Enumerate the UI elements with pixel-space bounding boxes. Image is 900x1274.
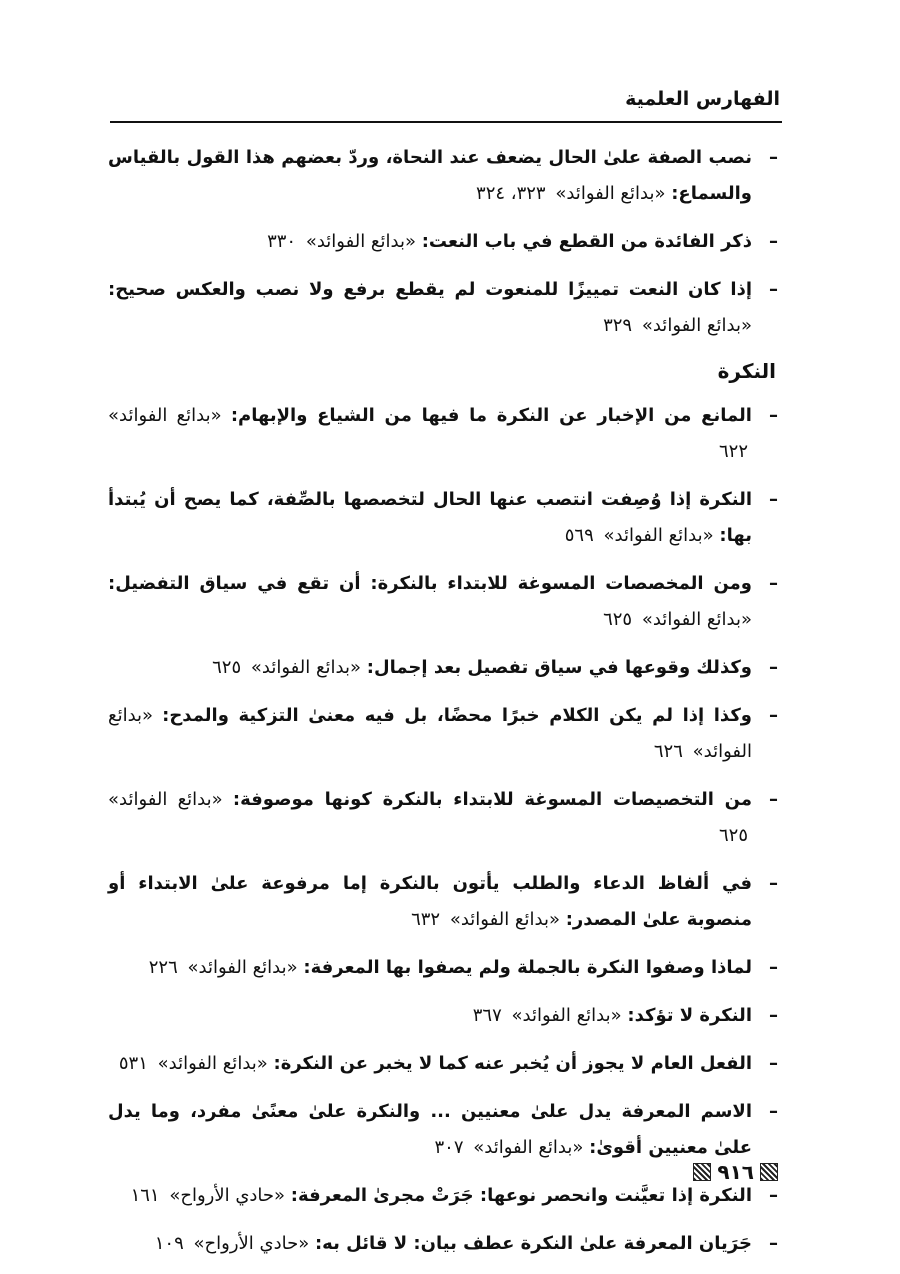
entry-dash: – bbox=[769, 405, 778, 426]
entry-source: «بدائع الفوائد» bbox=[641, 315, 752, 336]
index-entry bbox=[108, 482, 782, 554]
entry-text: لماذا وصفوا النكرة بالجملة ولم يصفوا بها المعرفة: bbox=[303, 957, 752, 978]
entry-text: من التخصيصات المسوغة للابتداء بالنكرة كونها موصوفة: bbox=[232, 789, 752, 810]
index-entry bbox=[108, 650, 782, 686]
entry-source: «بدائع الفوائد» bbox=[641, 609, 752, 630]
index-entry bbox=[108, 998, 782, 1034]
entry-dash: – bbox=[769, 231, 778, 252]
index-entry bbox=[108, 272, 782, 344]
index-entry bbox=[108, 698, 782, 770]
entry-pages: ٥٦٩ bbox=[564, 525, 594, 546]
entry-pages: ٥٣١ bbox=[118, 1053, 148, 1074]
entry-pages: ٣٣٠ bbox=[267, 231, 297, 252]
entry-dash: – bbox=[769, 657, 778, 678]
ornament-icon bbox=[693, 1163, 711, 1181]
entry-pages: ٦٢٥ bbox=[718, 825, 748, 846]
index-entry bbox=[108, 566, 782, 638]
entry-pages: ٢٢٦ bbox=[148, 957, 178, 978]
entry-source: «بدائع الفوائد» bbox=[555, 183, 666, 204]
entry-pages: ٦٣٢ bbox=[411, 909, 441, 930]
page-number: ٩١٦ bbox=[717, 1160, 754, 1184]
entry-text: وكذا إذا لم يكن الكلام خبرًا محضًا، بل فيه معنىٰ التزكية والمدح: bbox=[162, 705, 752, 726]
entry-source: «بدائع الفوائد» bbox=[603, 525, 714, 546]
entry-source: «بدائع الفوائد» bbox=[108, 405, 222, 426]
entry-dash: – bbox=[769, 573, 778, 594]
entry-text: ومن المخصصات المسوغة للابتداء بالنكرة: أن تقع في سياق التفضيل: bbox=[108, 573, 752, 594]
entry-dash: – bbox=[769, 957, 778, 978]
page-folio bbox=[693, 1162, 778, 1182]
entry-source: «بدائع الفوائد» bbox=[473, 1137, 584, 1158]
index-entry bbox=[108, 1178, 782, 1214]
entry-dash: – bbox=[769, 1053, 778, 1074]
entry-source: «بدائع الفوائد» bbox=[157, 1053, 268, 1074]
entry-source: «حادي الأرواح» bbox=[169, 1185, 286, 1206]
index-entry bbox=[108, 224, 782, 260]
entry-dash: – bbox=[769, 1185, 778, 1206]
entry-text: وكذلك وقوعها في سياق تفصيل بعد إجمال: bbox=[366, 657, 752, 678]
entry-source: «بدائع الفوائد» bbox=[250, 657, 362, 678]
index-entry bbox=[108, 1094, 782, 1166]
entry-text: جَرَيان المعرفة علىٰ النكرة عطف بيان: لا قائل به: bbox=[314, 1233, 752, 1254]
entry-text: الاسم المعرفة يدل علىٰ معنيين ... والنكرة علىٰ معنًىٰ مفرد، وما يدل علىٰ معنيين أقوىٰ: bbox=[108, 1101, 752, 1158]
ornament-icon bbox=[760, 1163, 778, 1181]
entry-pages: ٦٢٥ bbox=[603, 609, 633, 630]
entry-source: «بدائع الفوائد» bbox=[108, 705, 752, 762]
entry-dash: – bbox=[769, 279, 778, 300]
entry-source: «بدائع الفوائد» bbox=[511, 1005, 622, 1026]
entry-dash: – bbox=[769, 1101, 778, 1122]
entry-text: المانع من الإخبار عن النكرة ما فيها من الشياع والإبهام: bbox=[230, 405, 752, 426]
entry-dash: – bbox=[769, 489, 778, 510]
entry-text: النكرة إذا وُصِفت انتصب عنها الحال لتخصصها بالصِّفة، كما يصح أن يُبتدأ بها: bbox=[108, 489, 752, 546]
entry-source: «حادي الأرواح» bbox=[193, 1233, 310, 1254]
entry-source: «بدائع الفوائد» bbox=[187, 957, 298, 978]
entry-source: «بدائع الفوائد» bbox=[108, 789, 223, 810]
entry-pages: ٣٠٧ bbox=[434, 1137, 464, 1158]
index-entry bbox=[108, 398, 782, 470]
section-heading: النكرة bbox=[717, 359, 776, 383]
entry-dash: – bbox=[769, 789, 778, 810]
index-entry bbox=[108, 140, 782, 212]
entry-pages: ٦٢٥ bbox=[212, 657, 242, 678]
entry-source: «بدائع الفوائد» bbox=[305, 231, 416, 252]
index-entry bbox=[108, 1046, 782, 1082]
entry-text: في ألفاظ الدعاء والطلب يأتون بالنكرة إما مرفوعة علىٰ الابتداء أو منصوبة علىٰ المصدر: bbox=[108, 873, 752, 930]
entry-pages: ١٠٩ bbox=[154, 1233, 184, 1254]
entry-dash: – bbox=[769, 1005, 778, 1026]
entry-dash: – bbox=[769, 1233, 778, 1254]
index-entry bbox=[108, 1226, 782, 1262]
entry-text: الفعل العام لا يجوز أن يُخبر عنه كما لا يخبر عن النكرة: bbox=[273, 1053, 752, 1074]
entry-pages: ٣٢٣، ٣٢٤ bbox=[476, 183, 546, 204]
entry-dash: – bbox=[769, 873, 778, 894]
entry-text: النكرة إذا تعيَّنت وانحصر نوعها: جَرَتْ مجرىٰ المعرفة: bbox=[290, 1185, 752, 1206]
entry-text: ذكر الفائدة من القطع في باب النعت: bbox=[421, 231, 752, 252]
entry-pages: ١٦١ bbox=[130, 1185, 160, 1206]
entry-source: «بدائع الفوائد» bbox=[449, 909, 560, 930]
entry-pages: ٣٢٩ bbox=[603, 315, 633, 336]
index-entries bbox=[108, 140, 782, 1274]
entry-text: النكرة لا تؤكد: bbox=[627, 1005, 752, 1026]
entry-pages: ٣٦٧ bbox=[472, 1005, 502, 1026]
header-rule bbox=[110, 121, 782, 123]
entry-dash: – bbox=[769, 147, 778, 168]
entry-pages: ٦٢٦ bbox=[653, 741, 683, 762]
index-entry bbox=[108, 950, 782, 986]
entry-text: إذا كان النعت تمييزًا للمنعوت لم يقطع برفع ولا نصب والعكس صحيح: bbox=[108, 279, 752, 300]
entry-dash: – bbox=[769, 705, 778, 726]
index-entry bbox=[108, 866, 782, 938]
running-header: الفهارس العلمية bbox=[625, 88, 780, 110]
entry-text: نصب الصفة علىٰ الحال يضعف عند النحاة، وردّ بعضهم هذا القول بالقياس والسماع: bbox=[108, 147, 752, 204]
index-entry bbox=[108, 782, 782, 854]
entry-pages: ٦٢٢ bbox=[718, 441, 748, 462]
